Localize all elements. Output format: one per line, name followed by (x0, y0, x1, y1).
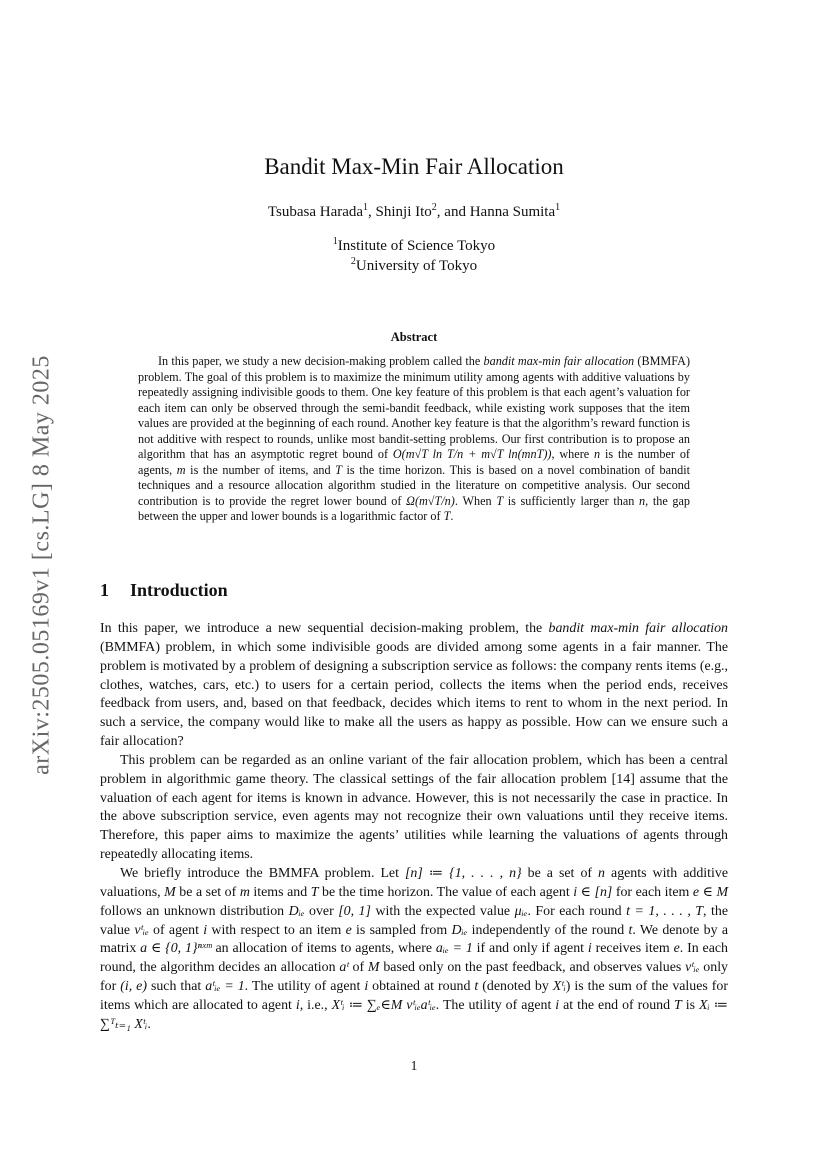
math-expression: Dᵢₑ (288, 903, 305, 919)
math-expression: Xᵗᵢ (552, 979, 566, 995)
math-expression: e (673, 941, 680, 957)
author-name: Shinji Ito (375, 204, 432, 220)
section-title: Introduction (130, 580, 228, 600)
abstract-text: (BMMFA) problem. The goal of this problem is to maximize the minimum utility among agents with additive valuations by repeatedly assigning indivisible goods to them. One key feature of this problem is that each agent’s valuation for each item can only be observed through the semi-bandit feedback, while existing work supposes that the item values are provided at the beginning of each round. Another key feature is that the algorithm’s reward function is not additive with respect to rounds, unlike most bandit-setting problems. Our first contribution is to propose an algorithm that has an asymptotic regret bound of (138, 354, 691, 462)
math-symbol: n (594, 447, 601, 462)
affiliation-mark: 1 (555, 202, 561, 213)
affiliation-mark: 1 (332, 236, 338, 247)
body-text: based only on the past feedback, and observes values (379, 960, 686, 976)
paper-title: Bandit Max-Min Fair Allocation (264, 154, 564, 179)
body-text: is sampled from (351, 922, 452, 938)
body-text: such that (146, 979, 206, 995)
introduction-body (100, 620, 728, 1035)
body-text: is (681, 997, 699, 1013)
math-expression: vᵗᵢₑ (685, 960, 700, 976)
math-expression: M (367, 960, 380, 976)
math-expression: t (474, 979, 479, 995)
math-expression: Dᵢₑ (451, 922, 468, 938)
abstract-text: is the number of items, and (185, 462, 336, 477)
author-list: Tsubasa Harada$^1$, Shinji Ito$^2$, and Hanna Sumita$^1$ (267, 202, 561, 220)
math-expression: e (345, 922, 352, 938)
regret-upper-bound: O(m√T ln T/n + m√T ln(mnT)) (392, 447, 552, 462)
section-heading (100, 580, 228, 601)
math-expression: t (628, 922, 633, 938)
body-text: follows an unknown distribution (100, 903, 289, 919)
body-text: . In each round, the algorithm decides an allocation (100, 941, 728, 976)
body-text: We briefly introduce the BMMFA problem. Let (120, 865, 405, 881)
affiliation-mark: 2 (350, 256, 356, 267)
math-expression: e ∈ M (692, 884, 729, 900)
math-expression: i (555, 997, 560, 1013)
body-text: agents with additive valuations, (100, 865, 728, 900)
paragraph (100, 620, 728, 752)
math-symbol: n (639, 493, 646, 508)
math-expression: T (674, 997, 682, 1013)
math-expression: n (598, 865, 605, 881)
body-text: be a set of (521, 865, 599, 881)
body-text: . The utility of agent (244, 979, 365, 995)
math-expression: [n] ≔ {1, . . . , n} (404, 865, 522, 881)
body-text: In this paper, we introduce a new sequential decision-making problem, the (100, 621, 549, 636)
body-text: of (348, 960, 368, 976)
math-expression: aᵢₑ = 1 (435, 941, 473, 957)
abstract-text: is the number of agents, (138, 447, 690, 477)
math-expression: i (364, 979, 369, 995)
body-text: items and (249, 884, 311, 900)
abstract-text: In this paper, we study a new decision-making problem called the (158, 354, 484, 368)
arxiv-identifier-text: arXiv:2505.05169v1 [cs.LG] 8 May 2025 (28, 355, 55, 775)
body-text: for each item (612, 884, 693, 900)
math-expression: μᵢₑ (514, 903, 528, 919)
author-name: Tsubasa Harada (267, 204, 364, 220)
abstract-heading: Abstract (390, 330, 438, 344)
abstract-text: is sufficiently larger than (503, 493, 640, 508)
body-text: over (304, 903, 339, 919)
body-term: bandit max-min fair allocation (548, 621, 728, 636)
math-expression: [0, 1] (338, 903, 371, 919)
abstract-term: bandit max-min fair allocation (483, 354, 635, 368)
body-text: be a set of (175, 884, 240, 900)
affiliation-mark: 2 (431, 202, 437, 213)
body-text: receives item (591, 941, 674, 957)
body-text: , the value (100, 903, 729, 938)
body-text: with the expected value (370, 903, 515, 919)
math-expression: i (203, 922, 208, 938)
affiliation-mark: 1 (363, 202, 369, 213)
math-expression: m (239, 884, 250, 900)
math-expression: aᵗᵢₑ = 1 (205, 979, 245, 995)
body-text: an allocation of items to agents, where (211, 941, 436, 957)
body-text: independently of the round (467, 922, 629, 938)
body-text: be the time horizon. The value of each agent (318, 884, 574, 900)
paragraph: This problem can be regarded as an online variant of the fair allocation problem, which has been a central problem in algorithmic game theory. The classical settings of the fair allocation problem [14] assume that the valuation of each agent for items is known in advance. However, this is not necessarily the case in practice. In the above subscription service, even agents may not recognize their own valuations until they receive items. Therefore, this paper aims to maximize the agents’ utilities while learning the valuations of agents through repeatedly allocating items. (100, 752, 728, 863)
body-text: (BMMFA) problem, in which some indivisible goods are divided among some agents in a fair manner. The problem is motivated by a problem of designing a subscription service as follows: the company rents items (e.g., clothes, watches, cars, etc.) to users for a certain period, collects the items when the period ends, receives feedback from users, and, based on that feedback, decides which items to rent to whom in the next period. In such a service, the company would like to make all the users as happy as possible. How can we ensure such a fair allocation? (100, 639, 728, 750)
math-expression: aᵗ (339, 960, 349, 976)
abstract-paragraph (138, 354, 690, 525)
affiliation-name: University of Tokyo (355, 258, 478, 274)
abstract-text: , the gap between the upper and lower bounds is a logarithmic factor of (138, 493, 690, 524)
math-expression: vᵗᵢₑ (134, 922, 149, 938)
abstract-text: . (450, 509, 454, 524)
math-expression: i (295, 997, 300, 1013)
body-text: obtained at round (368, 979, 475, 995)
regret-lower-bound: Ω(m√T/n) (406, 493, 455, 508)
math-symbol: T (496, 493, 504, 508)
math-expression: (i, e) (120, 979, 147, 995)
abstract-text: , where (551, 447, 595, 462)
body-text: at the end of round (559, 997, 675, 1013)
paragraph (100, 865, 728, 1035)
arxiv-side-identifier (24, 340, 60, 790)
math-symbol: m (176, 462, 186, 477)
math-expression: Xᵢ ≔ ∑ᵀₜ₌₁ Xᵗᵢ (100, 997, 728, 1032)
abstract-text: is the time horizon. This is based on a novel combination of bandit techniques and a resource allocation algorithm studied in the literature on competitive analysis. Our second contribution is to provide the regret lower bound of (138, 462, 691, 508)
body-text: . The utility of agent (435, 997, 556, 1013)
math-expression: Xᵗᵢ ≔ ∑ₑ∈M vᵗᵢₑaᵗᵢₑ (331, 997, 436, 1013)
body-text: ) is the sum of the values for items which are allocated to agent (100, 979, 729, 1013)
abstract-text: . When (454, 493, 497, 508)
math-expression: i ∈ [n] (573, 884, 613, 900)
body-text: of agent (148, 922, 204, 938)
math-symbol: T (443, 509, 451, 524)
math-expression: t = 1, . . . , T (626, 903, 704, 919)
math-expression: a ∈ {0, 1}ⁿˣᵐ (140, 941, 212, 957)
body-text: (denoted by (478, 979, 553, 995)
math-expression: T (310, 884, 319, 900)
affiliation (0, 258, 828, 275)
page-number: 1 (410, 1058, 418, 1073)
abstract-body (138, 354, 690, 525)
body-text: only for (100, 960, 728, 995)
math-symbol: T (335, 462, 342, 477)
body-text: . (147, 1016, 151, 1032)
body-text: if and only if agent (472, 941, 588, 957)
body-text: . We denote by a matrix (100, 922, 728, 957)
affiliation-name: Institute of Science Tokyo (337, 238, 496, 254)
body-text: with respect to an item (207, 922, 346, 938)
math-expression: M (164, 884, 176, 900)
body-text: . For each round (527, 903, 627, 919)
affiliation (0, 238, 828, 255)
math-expression: i (587, 941, 592, 957)
body-text: , i.e., (299, 997, 332, 1013)
section-number: 1 (100, 580, 109, 600)
author-name: Hanna Sumita (469, 204, 556, 220)
